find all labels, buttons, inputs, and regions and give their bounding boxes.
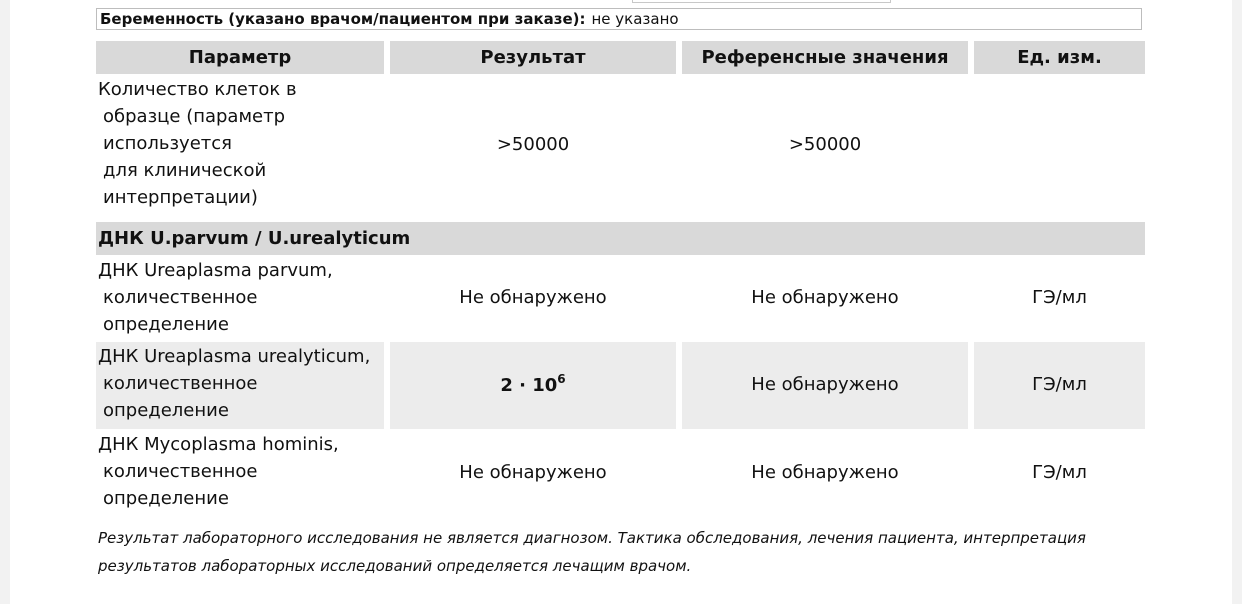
header-result: Результат (390, 41, 676, 74)
result-cell-count: >50000 (496, 134, 570, 155)
reference-mycoplasma-hominis: Не обнаружено (751, 462, 899, 483)
param-line: Количество клеток в (98, 79, 297, 100)
unit-ureaplasma-parvum: ГЭ/мл (1032, 287, 1087, 308)
param-line: интерпретации) (103, 187, 258, 208)
param-line: количественное (103, 373, 258, 394)
section-title: ДНК U.parvum / U.urealyticum (96, 222, 1145, 255)
result-mycoplasma-hominis: Не обнаружено (459, 462, 607, 483)
reference-cell-count: >50000 (788, 134, 862, 155)
param-line: определение (103, 488, 229, 509)
param-ureaplasma-urealyticum (98, 343, 383, 424)
header-reference: Референсные значения (682, 41, 968, 74)
pregnancy-value: не указано (591, 10, 679, 28)
result-value: 2 · 10 (500, 375, 558, 396)
param-line: определение (103, 314, 229, 335)
result-exponent: 6 (557, 372, 566, 386)
param-line: ДНК Ureaplasma urealyticum, (98, 346, 371, 367)
header-param: Параметр (96, 41, 384, 74)
param-cell-count (98, 76, 383, 211)
param-line: ДНК Mycoplasma hominis, (98, 434, 339, 455)
param-mycoplasma-hominis (98, 431, 383, 512)
unit-ureaplasma-urealyticum: ГЭ/мл (1032, 374, 1087, 395)
param-line: количественное (103, 287, 258, 308)
pregnancy-label: Беременность (указано врачом/пациентом при заказе): (100, 10, 586, 28)
disclaimer-note: Результат лабораторного исследования не является диагнозом. Тактика обследования, лечения пациента, интерпретация результатов лабораторных исследований определяется лечащим врачом. (98, 529, 1086, 575)
param-line: для клинической (103, 160, 267, 181)
reference-ureaplasma-parvum: Не обнаружено (751, 287, 899, 308)
result-ureaplasma-urealyticum (380, 372, 686, 401)
param-line: количественное (103, 461, 258, 482)
header-unit: Ед. изм. (974, 41, 1145, 74)
header-field-remnant (632, 0, 891, 3)
param-line: образце (параметр (103, 106, 286, 127)
reference-ureaplasma-urealyticum: Не обнаружено (751, 374, 899, 395)
param-ureaplasma-parvum (98, 257, 383, 338)
param-line: используется (103, 133, 232, 154)
result-ureaplasma-parvum: Не обнаружено (459, 287, 607, 308)
unit-mycoplasma-hominis: ГЭ/мл (1032, 462, 1087, 483)
param-line: определение (103, 400, 229, 421)
param-line: ДНК Ureaplasma parvum, (98, 260, 333, 281)
pregnancy-field (96, 8, 1142, 30)
report-page (10, 0, 1232, 604)
